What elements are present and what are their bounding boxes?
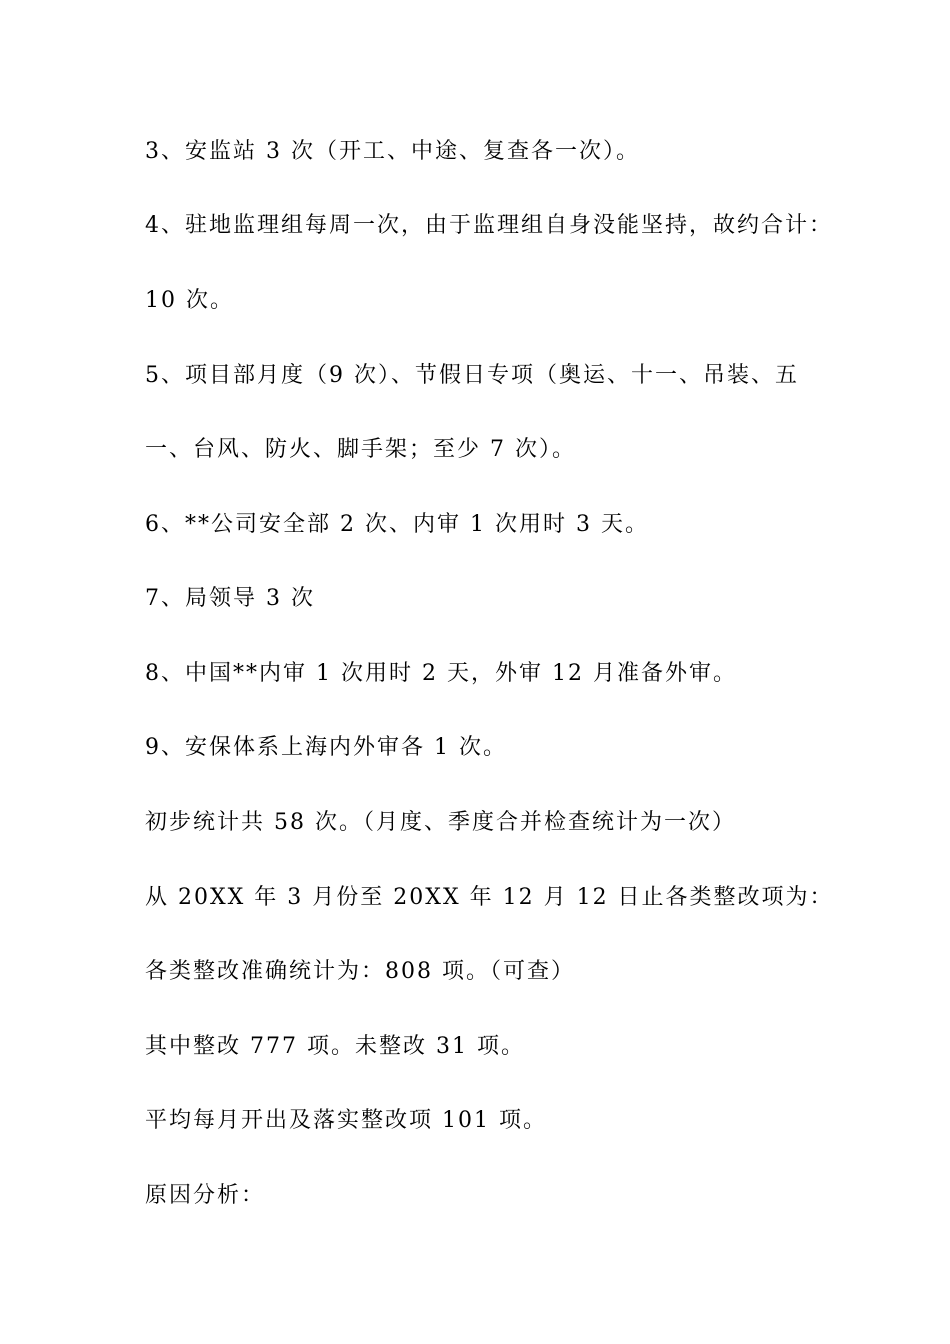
text-line-1: 3、安监站 3 次（开工、中途、复查各一次）。 xyxy=(145,139,640,164)
text-line-7: 7、局领导 3 次 xyxy=(145,586,315,611)
text-line-15: 原因分析： xyxy=(145,1183,266,1208)
text-line-2: 4、驻地监理组每周一次，由于监理组自身没能坚持，故约合计： xyxy=(145,213,833,238)
text-line-9: 9、安保体系上海内外审各 1 次。 xyxy=(145,735,507,760)
text-line-8: 8、中国**内审 1 次用时 2 天，外审 12 月准备外审。 xyxy=(145,661,737,686)
text-line-6: 6、**公司安全部 2 次、内审 1 次用时 3 天。 xyxy=(145,512,649,537)
text-line-10: 初步统计共 58 次。（月度、季度合并检查统计为一次） xyxy=(145,810,736,835)
text-line-12: 各类整改准确统计为：808 项。（可查） xyxy=(145,959,575,984)
text-line-4: 5、项目部月度（9 次）、节假日专项（奥运、十一、吊装、五 xyxy=(145,363,799,388)
text-line-11: 从 20XX 年 3 月份至 20XX 年 12 月 12 日止各类整改项为： xyxy=(145,885,834,910)
text-line-13: 其中整改 777 项。未整改 31 项。 xyxy=(145,1034,525,1059)
text-line-5: 一、台风、防火、脚手架；至少 7 次）。 xyxy=(145,437,576,462)
text-line-14: 平均每月开出及落实整改项 101 项。 xyxy=(145,1108,547,1133)
text-line-3: 10 次。 xyxy=(145,288,234,313)
